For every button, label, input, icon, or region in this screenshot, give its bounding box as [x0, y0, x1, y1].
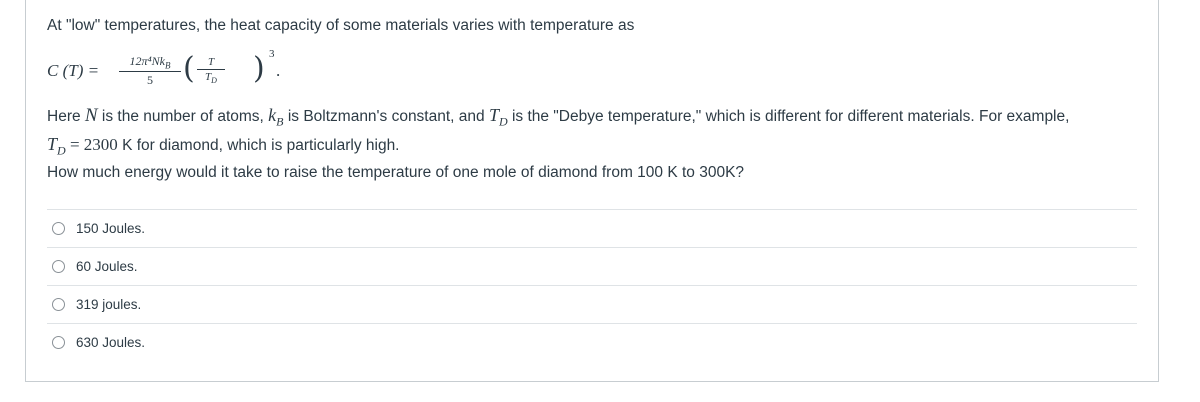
- var-TD-main: T: [488, 105, 499, 125]
- formula-lhs-text: C (T) =: [47, 61, 100, 80]
- answer-option[interactable]: [47, 285, 1137, 323]
- var-TD2-main: T: [47, 133, 58, 154]
- question-prompt: How much energy would it take to raise the temperature of one mole of diamond from 100 K to 300K?: [47, 164, 745, 181]
- var-TD: [488, 105, 508, 129]
- ratio-den-sub: D: [211, 76, 217, 86]
- debye-value: = 2300: [65, 134, 118, 154]
- para2-text-2: is the number of atoms,: [97, 108, 269, 125]
- answer-option[interactable]: [47, 323, 1137, 361]
- formula-ratio-fraction: [197, 56, 225, 85]
- coef-num-sub: B: [165, 60, 171, 71]
- formula-ratio-numerator: T: [197, 56, 225, 70]
- answer-label: 319 joules.: [76, 297, 142, 312]
- formula-coefficient-numerator: [119, 54, 181, 72]
- question-explanation: [47, 104, 1137, 161]
- radio-button[interactable]: [52, 222, 65, 235]
- answer-label: 60 Joules.: [76, 259, 138, 274]
- question-card: [25, 0, 1159, 382]
- answer-label: 630 Joules.: [76, 335, 146, 350]
- formula-end: .: [276, 61, 281, 80]
- var-TD-sub: D: [498, 114, 508, 129]
- formula-exponent: 3: [269, 48, 275, 60]
- answer-list: [47, 209, 1137, 361]
- formula-ratio-denominator: [197, 70, 225, 85]
- answer-option[interactable]: [47, 209, 1137, 247]
- para2-text-3: is Boltzmann's constant, and: [283, 108, 489, 125]
- answer-label: 150 Joules.: [76, 221, 146, 236]
- para2-text-1: Here: [47, 108, 85, 125]
- formula-left-paren: (: [183, 51, 195, 86]
- radio-button[interactable]: [52, 336, 65, 349]
- var-kB: [268, 105, 284, 129]
- formula-lhs: [47, 61, 99, 81]
- coef-num-text: 12π⁴Nk: [129, 54, 165, 68]
- var-kB-main: k: [268, 105, 277, 125]
- var-N: N: [84, 105, 98, 126]
- var-TD2-sub: D: [57, 143, 66, 158]
- para2-text-5: K for diamond, which is particularly high.: [117, 136, 400, 154]
- formula-right-paren: ): [253, 51, 265, 86]
- formula-coefficient-fraction: [119, 54, 181, 88]
- formula-coefficient-denominator: 5: [147, 73, 153, 88]
- radio-button[interactable]: [52, 298, 65, 311]
- para2-text-4: is the "Debye temperature," which is different for different materials. For example,: [507, 108, 1070, 125]
- var-TD-2: [47, 133, 66, 158]
- heat-capacity-formula: [47, 48, 447, 88]
- answer-option[interactable]: [47, 247, 1137, 285]
- question-intro: At "low" temperatures, the heat capacity of some materials varies with temperature as: [47, 17, 635, 34]
- radio-button[interactable]: [52, 260, 65, 273]
- ratio-den-text: T: [205, 71, 212, 83]
- var-kB-sub: B: [276, 114, 284, 129]
